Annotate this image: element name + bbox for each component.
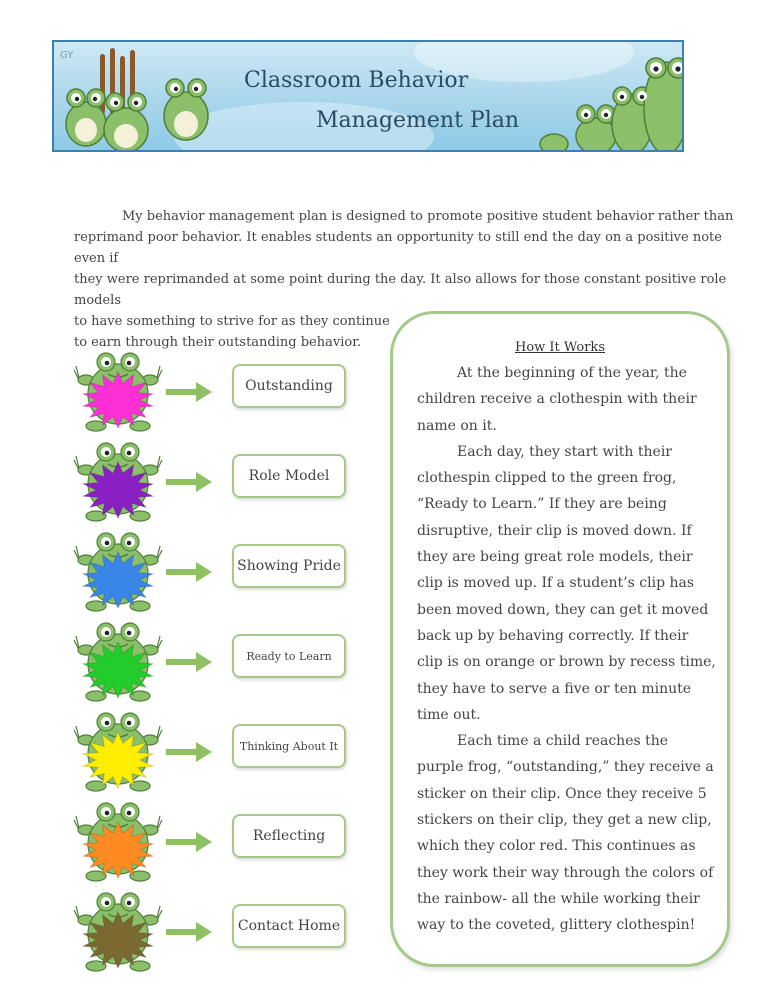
arrow-right-icon xyxy=(166,742,212,762)
banner-title-line1: Classroom Behavior xyxy=(244,68,469,93)
how-it-works-paragraph: Each time a child reaches the purple frog, “outstanding,” they receive a sticker on their clip. Once they receive 5 stickers on their clip, they get a new clip, which they color red. This continues as they work their way through the colors of the rainbow- all the while working their way to the coveted, glittery clothespin! xyxy=(417,733,714,934)
level-label-ready-to-learn: Ready to Learn xyxy=(232,634,346,678)
frog-contact-home-icon xyxy=(72,892,164,972)
level-label-role-model: Role Model xyxy=(232,454,346,498)
level-label-showing-pride: Showing Pride xyxy=(232,544,346,588)
ladder-row-showing-pride xyxy=(72,532,362,612)
intro-line: they were reprimanded at some point during the day. It also allows for those constant positive role models xyxy=(74,272,727,308)
how-it-works-title: How It Works xyxy=(515,340,605,355)
ladder-row-thinking-about-it xyxy=(72,712,362,792)
level-label-thinking-about-it: Thinking About It xyxy=(232,724,346,768)
arrow-right-icon xyxy=(166,922,212,942)
arrow-right-icon xyxy=(166,562,212,582)
intro-line: My behavior management plan is designed to promote positive student behavior rather than xyxy=(122,209,734,224)
banner-title-line2: Management Plan xyxy=(316,108,520,133)
frog-showing-pride-icon xyxy=(72,532,164,612)
frog-group-left-icon xyxy=(58,72,228,152)
frog-reflecting-icon xyxy=(72,802,164,882)
how-it-works-panel xyxy=(390,311,730,967)
intro-line: reprimand poor behavior. It enables students an opportunity to still end the day on a positive note even if xyxy=(74,230,722,266)
level-label-outstanding: Outstanding xyxy=(232,364,346,408)
header-banner xyxy=(52,40,684,152)
intro-line: to have something to strive for as they continue xyxy=(74,314,390,329)
frog-group-right-icon xyxy=(524,48,684,152)
ladder-row-role-model xyxy=(72,442,362,522)
how-it-works-paragraph: Each day, they start with their clothespin clipped to the green frog, “Ready to Learn.” If they are being disruptive, their clip is moved down. If they are being great role models, their clip is moved up. If a student’s clip has been moved down, they can get it moved back up by behaving correctly. If their clip is on orange or brown by recess time, they have to serve a five or ten minute time out. xyxy=(417,443,716,723)
how-it-works-paragraph: At the beginning of the year, the children receive a clothespin with their name on it. xyxy=(417,365,697,434)
frog-ready-to-learn-icon xyxy=(72,622,164,702)
arrow-right-icon xyxy=(166,652,212,672)
level-label-contact-home: Contact Home xyxy=(232,904,346,948)
intro-line: to earn through their outstanding behavior. xyxy=(74,335,362,350)
arrow-right-icon xyxy=(166,382,212,402)
ladder-row-contact-home xyxy=(72,892,362,972)
ladder-row-reflecting xyxy=(72,802,362,882)
ladder-row-outstanding xyxy=(72,352,362,432)
frog-thinking-about-it-icon xyxy=(72,712,164,792)
frog-outstanding-icon xyxy=(72,352,164,432)
arrow-right-icon xyxy=(166,472,212,492)
frog-role-model-icon xyxy=(72,442,164,522)
arrow-right-icon xyxy=(166,832,212,852)
banner-watermark: GY xyxy=(60,50,74,61)
how-it-works-body xyxy=(417,360,717,939)
level-label-reflecting: Reflecting xyxy=(232,814,346,858)
ladder-row-ready-to-learn xyxy=(72,622,362,702)
